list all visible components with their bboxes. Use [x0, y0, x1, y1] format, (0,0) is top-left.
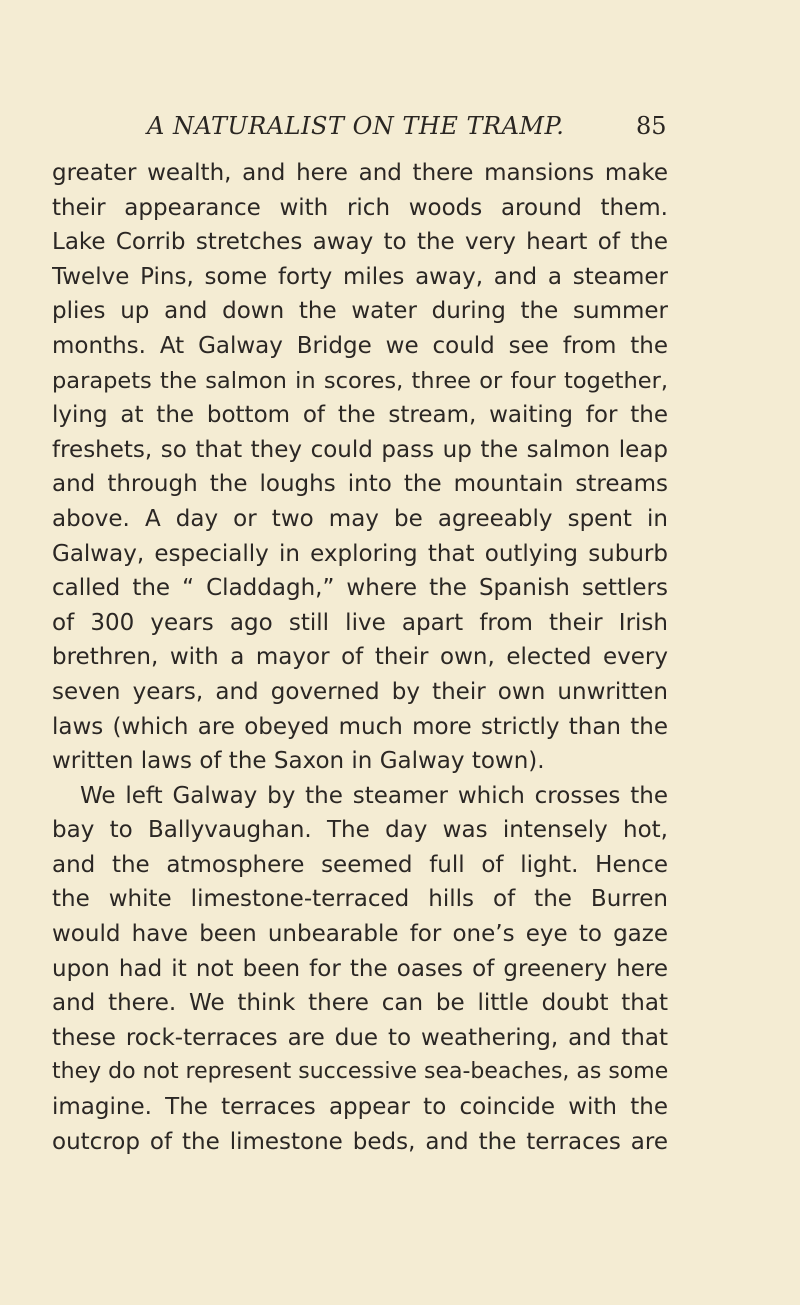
- text-line: months. At Galway Bridge we could see from the: [52, 332, 668, 359]
- text-line: written laws of the Saxon in Galway town).: [52, 748, 545, 775]
- text-line: bay to Ballyvaughan. The day was intensely hot,: [52, 817, 668, 844]
- text-line: Twelve Pins, some forty miles away, and a steamer: [52, 263, 668, 290]
- text-line: Lake Corrib stretches away to the very heart of the: [52, 229, 668, 256]
- text-line: imagine. The terraces appear to coincide with the: [52, 1094, 668, 1121]
- page-header: [0, 112, 800, 146]
- text-line: and there. We think there can be little doubt that: [52, 990, 668, 1017]
- body-text: [52, 156, 668, 1159]
- text-line: plies up and down the water during the summer: [52, 298, 668, 325]
- text-line: upon had it not been for the oases of greenery here: [52, 955, 668, 982]
- text-line: and through the loughs into the mountain streams: [52, 471, 668, 498]
- text-line: called the “ Claddagh,” where the Spanish settlers: [52, 575, 668, 602]
- text-line: We left Galway by the steamer which crosses the: [80, 782, 668, 809]
- text-line: outcrop of the limestone beds, and the terraces are: [52, 1128, 668, 1155]
- text-line: of 300 years ago still live apart from their Irish: [52, 609, 668, 636]
- text-line: the white limestone-terraced hills of the Burren: [52, 886, 668, 913]
- text-line: these rock-terraces are due to weathering, and that: [52, 1024, 668, 1051]
- page-number: 85: [636, 112, 667, 140]
- text-line: parapets the salmon in scores, three or four together,: [52, 367, 668, 394]
- text-line: freshets, so that they could pass up the salmon leap: [52, 436, 668, 463]
- text-line: Galway, especially in exploring that outlying suburb: [52, 540, 668, 567]
- text-line: lying at the bottom of the stream, waiting for the: [52, 402, 668, 429]
- running-title: A NATURALIST ON THE TRAMP.: [147, 112, 565, 140]
- text-line: their appearance with rich woods around them.: [52, 194, 668, 221]
- text-line: greater wealth, and here and there mansions make: [52, 160, 668, 186]
- text-line: laws (which are obeyed much more strictly than the: [52, 713, 668, 740]
- text-line: would have been unbearable for one’s eye to gaze: [52, 921, 668, 948]
- text-line: they do not represent successive sea-beaches, as some: [52, 1059, 668, 1085]
- text-line: and the atmosphere seemed full of light. Hence: [52, 851, 668, 878]
- text-line: above. A day or two may be agreeably spent in: [52, 505, 668, 532]
- text-line: brethren, with a mayor of their own, elected every: [52, 644, 668, 671]
- text-line: seven years, and governed by their own unwritten: [52, 678, 668, 705]
